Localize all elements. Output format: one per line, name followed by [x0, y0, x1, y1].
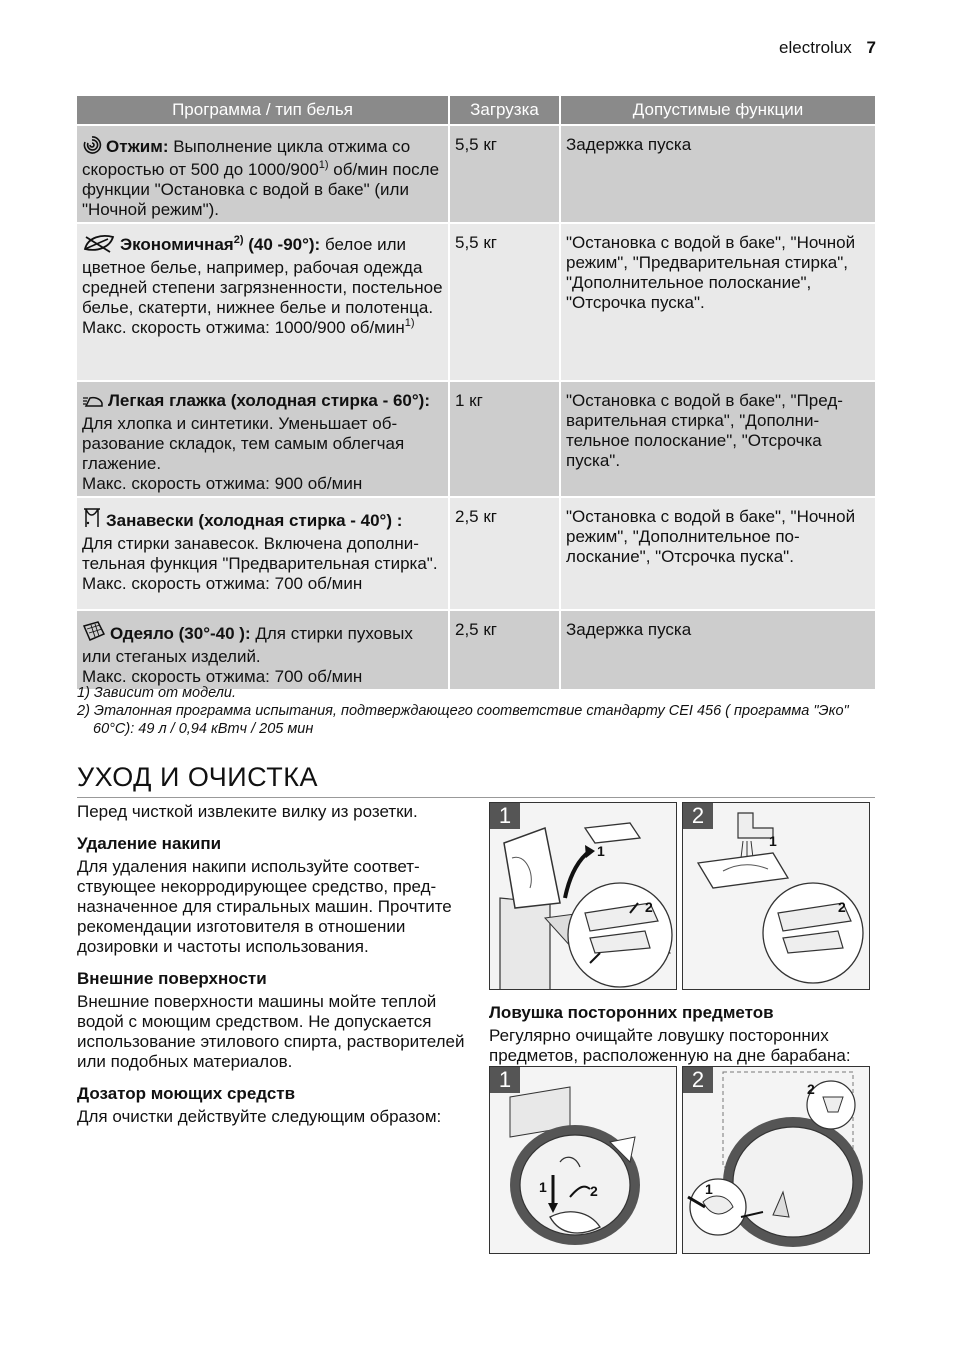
- program-name: Экономичная: [120, 235, 234, 254]
- dispenser-text: Для очистки действуйте следующим образом:: [77, 1107, 442, 1126]
- trap-text: Регулярно очищайте ловушку посторонних предметов, расположенную на дне барабана:: [489, 1026, 851, 1065]
- program-spin-speed: Макс. скорость отжима: 700 об/мин: [82, 574, 363, 593]
- table-header-row: [77, 96, 875, 125]
- col-header-load: Загрузка: [449, 96, 560, 125]
- program-desc: Для стирки занавесок. Включена дополнительная функция "Предварительная стирка".: [82, 534, 438, 573]
- program-name: Отжим:: [106, 137, 169, 156]
- descale-heading: Удаление накипи: [77, 834, 222, 853]
- functions-cell: "Остановка с водой в баке", "Ночной режим", "Дополнительное полоскание", "Отсрочка пуска".: [560, 497, 875, 610]
- program-spin-speed: Макс. скорость отжима: 900 об/мин: [82, 474, 363, 493]
- intro-text: Перед чисткой извлеките вилку из розетки.: [77, 802, 418, 821]
- program-name: Легкая глажка (холодная стирка - 60°):: [108, 391, 430, 410]
- table-row: [77, 223, 875, 381]
- functions-cell: "Остановка с водой в баке", "Предварительная стирка", "Дополнительное полоскание", "Отсрочка пуска".: [560, 381, 875, 497]
- table-row: [77, 497, 875, 610]
- step-label: 1: [769, 833, 777, 849]
- trap-removal-illustration: [490, 1067, 676, 1253]
- table-row: [77, 381, 875, 497]
- dispenser-figure-2: [682, 802, 870, 990]
- table-row: [77, 610, 875, 689]
- footnote-ref: 2): [233, 234, 244, 246]
- dispenser-rinse-illustration: [683, 803, 869, 989]
- program-cell: [77, 125, 449, 223]
- program-desc: белое или цветное белье, например, рабочая одежда средней степени загрязненности, постельное белье, скатерти, нижнее белье и полотенца.: [82, 235, 443, 317]
- program-cell: [77, 610, 449, 689]
- eco-leaf-icon: [82, 233, 116, 258]
- trap-cleaning-illustration: [683, 1067, 869, 1253]
- load-cell: 5,5 кг: [449, 223, 560, 381]
- easy-iron-icon: [82, 393, 104, 414]
- step-label: 1: [539, 1179, 547, 1195]
- program-desc: Выполнение цикла отжима со скоростью от 500 до 1000/900: [82, 137, 411, 179]
- program-spin-speed: Макс. скорость отжима: 1000/900 об/мин: [82, 318, 405, 337]
- programs-table: [77, 96, 875, 689]
- load-cell: 2,5 кг: [449, 610, 560, 689]
- step-label: 2: [838, 899, 846, 915]
- footnote-2-cont: 60°C): 49 л / 0,94 кВтч / 205 мин: [93, 721, 314, 737]
- exterior-heading: Внешние поверхности: [77, 969, 267, 988]
- brand-name: electrolux: [779, 38, 852, 57]
- functions-cell: Задержка пуска: [560, 125, 875, 223]
- figure-number: 2: [683, 1067, 713, 1093]
- descale-text: Для удаления накипи используйте соответствующее некорродирующее средство, предназначенное для стиральных машин. Прочтите рекомендации изготовителя в отношении дозировки и частоты использования.: [77, 857, 452, 956]
- table-row: [77, 125, 875, 223]
- step-label: 2: [590, 1183, 598, 1199]
- load-cell: 1 кг: [449, 381, 560, 497]
- step-label: 1: [597, 843, 605, 859]
- program-spin-speed: Макс. скорость отжима: 700 об/мин: [82, 667, 363, 686]
- footnote-2: 2) Эталонная программа испытания, подтверждающего соответствие стандарту CEI 456 ( программа "Эко": [77, 703, 849, 719]
- care-text-column: [77, 802, 472, 1139]
- program-desc: Для стирки пуховых или стеганых изделий.: [82, 624, 413, 666]
- trap-text-block: [489, 1003, 881, 1066]
- footnote-ref: 1): [404, 317, 415, 329]
- figure-number: 1: [490, 1067, 520, 1093]
- duvet-icon: [82, 620, 106, 647]
- dispenser-removal-illustration: [490, 803, 676, 989]
- footnotes: [77, 684, 877, 738]
- program-name: Одеяло (30°-40 ):: [110, 624, 251, 643]
- program-desc-cont: об/мин после функции "Остановка с водой в баке" (или "Ночной режим").: [82, 160, 440, 219]
- footnote-1: 1) Зависит от модели.: [77, 685, 236, 701]
- col-header-functions: Допустимые функции: [560, 96, 875, 125]
- page-number: 7: [866, 38, 876, 57]
- load-cell: 5,5 кг: [449, 125, 560, 223]
- program-cell: [77, 223, 449, 381]
- program-desc: Для хлопка и синтетики. Уменьшает образование складок, тем самым облегчая глажение.: [82, 414, 405, 473]
- section-title: УХОД И ОЧИСТКА: [77, 762, 875, 798]
- exterior-text: Внешние поверхности машины мойте теплой водой с моющим средством. Не допускается использование этилового спирта, растворителей или подобных материалов.: [77, 992, 465, 1071]
- step-label: 2: [807, 1081, 815, 1097]
- load-cell: 2,5 кг: [449, 497, 560, 610]
- step-label: 2: [645, 899, 653, 915]
- program-cell: [77, 497, 449, 610]
- footnote-ref: 1): [318, 159, 329, 171]
- curtains-icon: [82, 507, 102, 534]
- program-name: Занавески (холодная стирка - 40°) :: [106, 511, 403, 530]
- program-temp: (40 -90°):: [243, 235, 321, 254]
- figure-number: 2: [683, 803, 713, 829]
- program-cell: [77, 381, 449, 497]
- col-header-program: Программа / тип белья: [77, 96, 449, 125]
- trap-figure-1: [489, 1066, 677, 1254]
- functions-cell: "Остановка с водой в баке", "Ночной режим", "Предварительная стирка", "Дополнительное полоскание", "Отсрочка пуска".: [560, 223, 875, 381]
- dispenser-figure-1: [489, 802, 677, 990]
- spin-icon: [82, 135, 102, 160]
- trap-figure-2: [682, 1066, 870, 1254]
- step-label: 1: [705, 1181, 713, 1197]
- page-header: [779, 38, 876, 58]
- figure-number: 1: [490, 803, 520, 829]
- functions-cell: Задержка пуска: [560, 610, 875, 689]
- dispenser-heading: Дозатор моющих средств: [77, 1084, 296, 1103]
- trap-heading: Ловушка посторонних предметов: [489, 1003, 774, 1022]
